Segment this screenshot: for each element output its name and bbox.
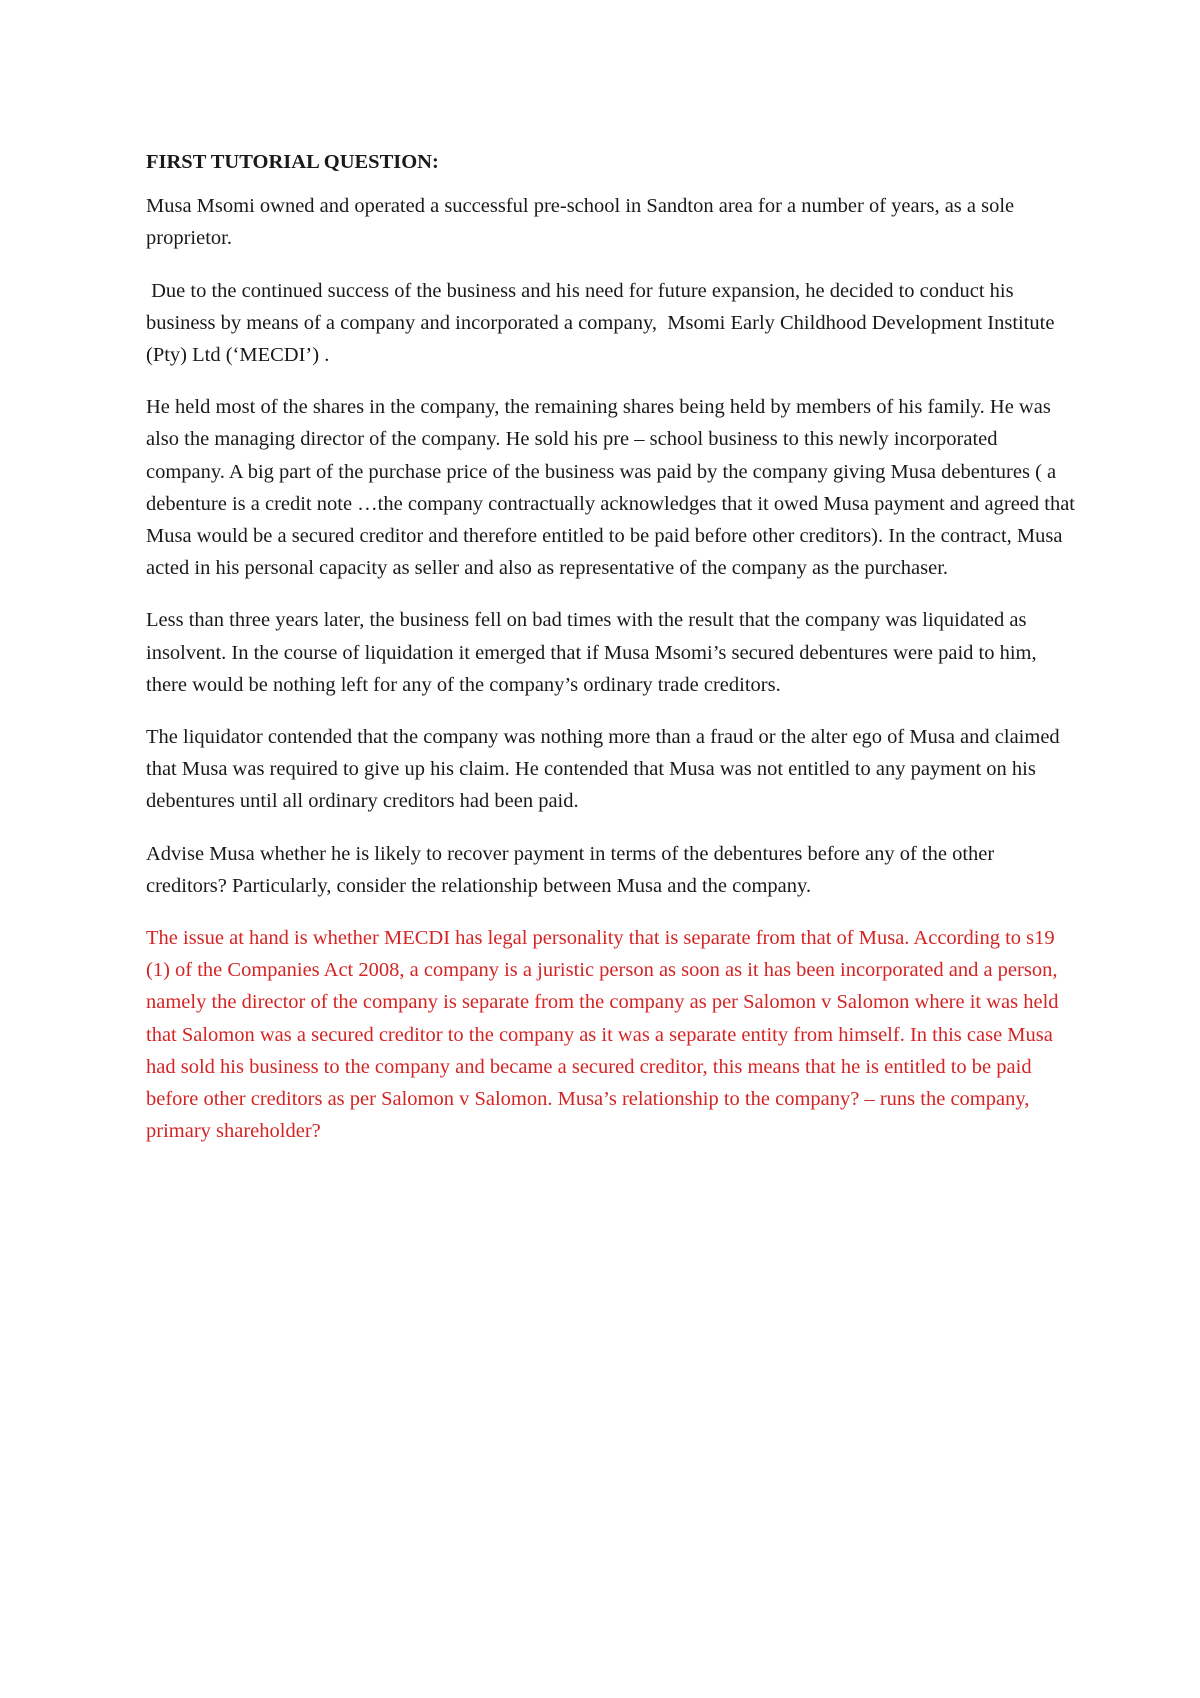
answer-paragraph: The issue at hand is whether MECDI has legal personality that is separate from that of Musa. According to s19 (1) of the Companies Act 2008, a company is a juristic person as soon as it has been incorporated and a person, namely the director of the company is separate from the company as per Salomon v Salomon where it was held that Salomon was a secured creditor to the company as it was a separate entity from himself. In this case Musa had sold his business to the company and became a secured creditor, this means that he is entitled to be paid before other creditors as per Salomon v Salomon. Musa’s relationship to the company? – runs the company, primary shareholder?: [146, 927, 1059, 1143]
paragraph-intro: Musa Msomi owned and operated a successful pre-school in Sandton area for a number of years, as a sole proprietor.: [146, 195, 1015, 250]
paragraph-shares-debentures: He held most of the shares in the company, the remaining shares being held by members of his family. He was also the managing director of the company. He sold his pre – school business to this newly incorporated company. A big part of the purchase price of the business was paid by the company giving Musa debentures ( a debenture is a credit note …the company contractually acknowledges that it owed Musa payment and agreed that Musa would be a secured creditor and therefore entitled to be paid before other creditors). In the contract, Musa acted in his personal capacity as seller and also as representative of the company as the purchaser.: [146, 396, 1076, 580]
document-body: [146, 146, 1076, 1147]
paragraph-liquidator-claim: The liquidator contended that the company was nothing more than a fraud or the alter ego of Musa and claimed that Musa was required to give up his claim. He contended that Musa was not entitled to any payment on his debentures until all ordinary creditors had been paid.: [146, 726, 1060, 813]
paragraph-incorporation: Due to the continued success of the business and his need for future expansion, he decided to conduct his business by means of a company and incorporated a company, Msomi Early Childhood Development Institute (Pty) Ltd (‘MECDI’) .: [146, 279, 1060, 367]
paragraph-liquidation: Less than three years later, the business fell on bad times with the result that the company was liquidated as insolvent. In the course of liquidation it emerged that if Musa Msomi’s secured debentures were paid to him, there would be nothing left for any of the company’s ordinary trade creditors.: [146, 609, 1037, 696]
paragraph-advice-question: Advise Musa whether he is likely to recover payment in terms of the debentures before any of the other creditors? Particularly, consider the relationship between Musa and the company.: [146, 842, 995, 897]
question-heading: FIRST TUTORIAL QUESTION:: [146, 151, 439, 173]
